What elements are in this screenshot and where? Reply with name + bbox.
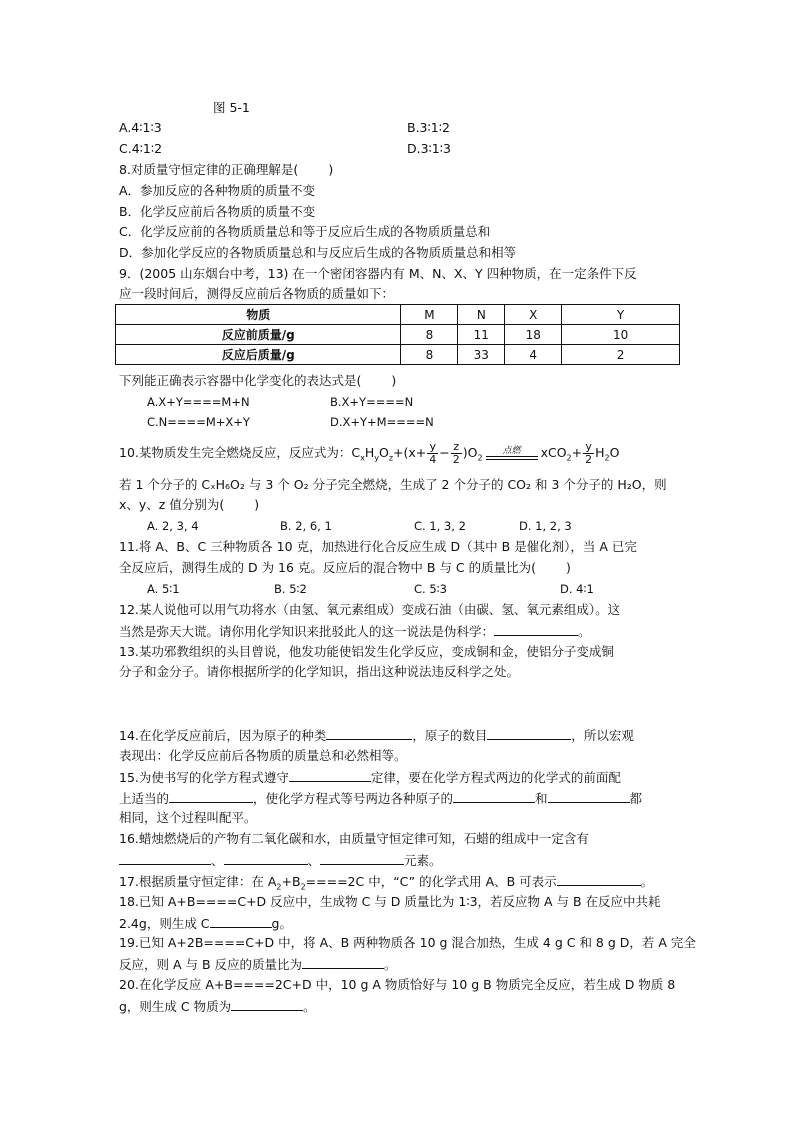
q9-option-b: B.X+Y====N — [330, 395, 414, 409]
q19-line2: 反应，则 A 与 B 反应的质量比为 。 — [119, 957, 397, 972]
answer-blank[interactable] — [231, 997, 303, 1011]
table-cell: 18 — [505, 325, 562, 345]
q10-line2: 若 1 个分子的 CₓH₆O₂ 与 3 个 O₂ 分子完全燃烧，生成了 2 个分子的 CO₂ 和 3 个分子的 H₂O，则 — [119, 477, 667, 492]
q10-option-b: B. 2, 6, 1 — [280, 519, 332, 533]
q11-option-d: D. 4∶1 — [560, 582, 594, 596]
q8-option-b: B．化学反应前后各物质的质量不变 — [119, 204, 316, 219]
q10-option-d: D. 1, 2, 3 — [519, 519, 572, 533]
q20-line1: 20.在化学反应 A+B====2C+D 中，10 g A 物质恰好与 10 g B 物质完全反应，若生成 D 物质 8 — [119, 977, 676, 992]
answer-blank[interactable] — [487, 726, 571, 740]
q19-line1: 19.已知 A+2B====C+D 中，将 A、B 两种物质各 10 g 混合加热，生成 4 g C 和 8 g D，若 A 完全 — [119, 935, 696, 950]
q9-option-a: A.X+Y====M+N — [147, 395, 250, 409]
q10-option-a: A. 2, 3, 4 — [147, 519, 199, 533]
q7-option-c: C.4∶1∶2 — [119, 141, 163, 156]
table-row — [116, 345, 680, 365]
table-header-cell: X — [505, 305, 562, 325]
q15-line3: 相同，这个过程叫配平。 — [119, 810, 257, 825]
table-cell: 8 — [401, 345, 458, 365]
q14-line2: 表现出：化学反应前后各物质的质量总和必然相等。 — [119, 748, 407, 763]
q16-line1: 16.蜡烛燃烧后的产物有二氧化碳和水，由质量守恒定律可知，石蜡的组成中一定含有 — [119, 831, 589, 846]
q9-stem-line2: 应一段时间后，测得反应前后各物质的质量如下： — [119, 286, 395, 301]
q20-line2: g，则生成 C 物质为 。 — [119, 999, 316, 1014]
answer-blank[interactable] — [210, 914, 272, 928]
q10-equation-line: 10.某物质发生完全燃烧反应，反应式为：$C_xH_yO_z+(x+$ $\frac{y}{4}$ − $\frac{z}{2}$ )$O_2$ 点燃 xCO$_2$+ $\frac{y}{2}$ $H_2O$ — [119, 440, 620, 466]
reaction-condition: 点燃 — [486, 447, 538, 460]
table-row-label: 反应前质量/g — [116, 325, 401, 345]
q15-line2: 上适当的 ，使化学方程式等号两边各种原子的 和 都 — [119, 791, 643, 806]
q8-option-a: A．参加反应的各种物质的质量不变 — [119, 183, 316, 198]
answer-blank[interactable] — [119, 851, 211, 865]
q15-line1: 15.为使书写的化学方程式遵守 定律，要在化学方程式两边的化学式的前面配 — [119, 770, 621, 785]
table-cell: 33 — [458, 345, 505, 365]
q10-stem: 10.某物质发生完全燃烧反应，反应式为： — [119, 445, 352, 460]
q11-line2: 全反应后，测得生成的 D 为 16 克。反应后的混合物中 B 与 C 的质量比为( ) — [119, 560, 571, 575]
table-row-label: 反应后质量/g — [116, 345, 401, 365]
table-header-cell: Y — [562, 305, 680, 325]
q8-stem: 8.对质量守恒定律的正确理解是( ) — [119, 162, 334, 177]
q9-option-d: D.X+Y+M====N — [330, 415, 434, 429]
answer-blank[interactable] — [494, 622, 578, 636]
answer-blank[interactable] — [320, 851, 404, 865]
q7-option-b: B.3∶1∶2 — [407, 120, 450, 135]
q10-line3: x、y、z 值分别为( ) — [119, 497, 260, 512]
q14-line1: 14.在化学反应前后，因为原子的种类 ，原子的数目 ，所以宏观 — [119, 728, 634, 743]
answer-blank[interactable] — [169, 789, 253, 803]
table-cell: 11 — [458, 325, 505, 345]
table-cell: 4 — [505, 345, 562, 365]
q16-line2: 、 、 元素。 — [119, 851, 442, 870]
q17-line: 17.根据质量守恒定律：在 $A_2+B_2====2C$ 中，“C” 的化学式用 A、B 可表示 。 — [119, 874, 654, 892]
table-header-cell: M — [401, 305, 458, 325]
q9-option-c: C.N====M+X+Y — [147, 415, 250, 429]
q9-stem-line1: 9．(2005 山东烟台中考，13) 在一个密闭容器内有 M、N、X、Y 四种物质，在一定条件下反 — [119, 266, 637, 281]
table-cell: 8 — [401, 325, 458, 345]
table-header-cell: 物质 — [116, 305, 401, 325]
q9-question: 下列能正确表示容器中化学变化的表达式是( ) — [119, 373, 397, 388]
answer-blank[interactable] — [224, 851, 308, 865]
answer-blank[interactable] — [302, 955, 384, 969]
answer-blank[interactable] — [453, 789, 535, 803]
q8-option-c: C．化学反应前的各物质质量总和等于反应后生成的各物质质量总和 — [119, 224, 491, 239]
q7-option-d: D.3∶1∶3 — [407, 141, 451, 156]
q11-option-c: C. 5∶3 — [414, 582, 447, 596]
q8-option-d: D．参加化学反应的各物质质量总和与反应后生成的各物质质量总和相等 — [119, 245, 517, 260]
fraction-z-2: $\frac{z}{2}$ — [452, 440, 460, 466]
q7-option-a: A.4∶1∶3 — [119, 120, 162, 135]
q11-line1: 11.将 A、B、C 三种物质各 10 克，加热进行化合反应生成 D（其中 B 是催化剂），当 A 已完 — [119, 539, 637, 554]
q13-line2: 分子和金分子。请你根据所学的化学知识，指出这种说法违反科学之处。 — [119, 664, 520, 679]
q11-option-b: B. 5∶2 — [274, 582, 307, 596]
table-header-row — [116, 305, 680, 325]
fraction-y-4: $\frac{y}{4}$ — [429, 440, 437, 466]
q12-line1: 12.某人说他可以用气功将水（由氢、氧元素组成）变成石油（由碳、氢、氧元素组成）。这 — [119, 602, 621, 617]
q11-option-a: A. 5∶1 — [147, 582, 180, 596]
answer-blank[interactable] — [557, 872, 641, 886]
answer-blank[interactable] — [548, 789, 630, 803]
q18-line1: 18.已知 A+B====C+D 反应中，生成物 C 与 D 质量比为 1∶3，若反应物 A 与 B 在反应中共耗 — [119, 894, 661, 909]
q12-line2: 当然是弥天大谎。请你用化学知识来批驳此人的这一说法是伪科学： 。 — [119, 624, 591, 639]
q18-line2: 2.4g，则生成 C g。 — [119, 916, 292, 931]
table-row — [116, 325, 680, 345]
mass-table — [115, 304, 680, 365]
answer-blank[interactable] — [289, 768, 371, 782]
table-cell: 10 — [562, 325, 680, 345]
table-header-cell: N — [458, 305, 505, 325]
q13-line1: 13.某功邪教组织的头目曾说，他发功能使铝发生化学反应，变成铜和金，使铝分子变成铜 — [119, 644, 614, 659]
fraction-y-2: $\frac{y}{2}$ — [585, 440, 593, 466]
figure-caption: 图 5-1 — [213, 100, 250, 115]
answer-blank[interactable] — [326, 726, 412, 740]
table-cell: 2 — [562, 345, 680, 365]
q10-option-c: C. 1, 3, 2 — [414, 519, 466, 533]
